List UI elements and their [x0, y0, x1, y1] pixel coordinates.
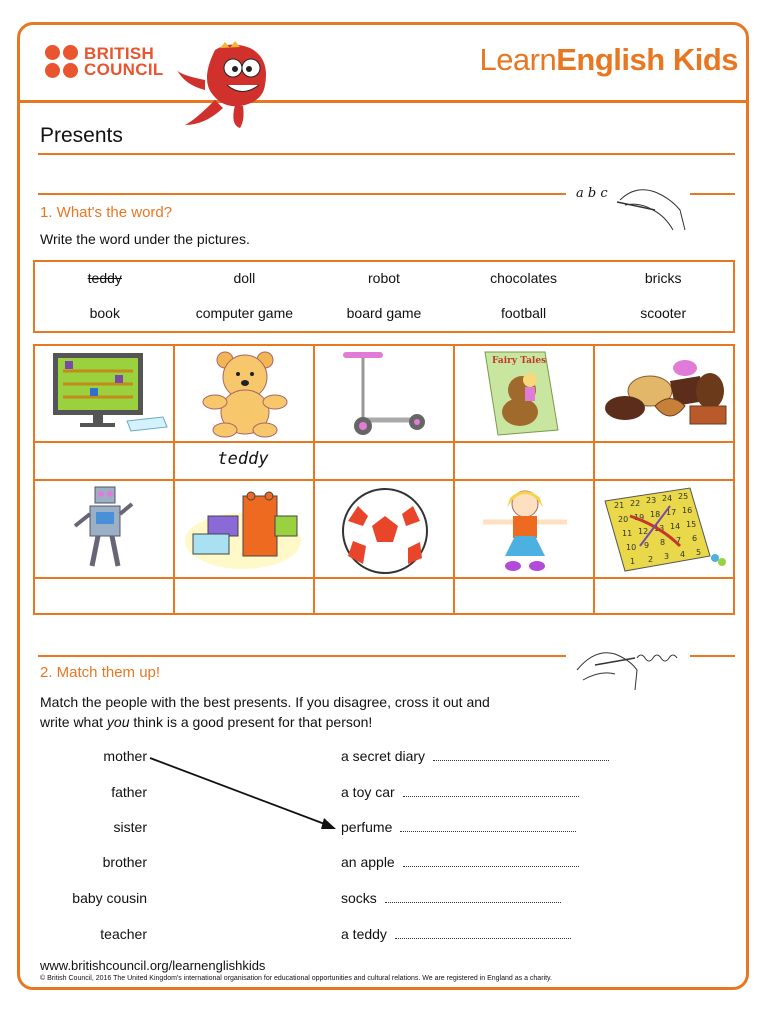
board-game-cell: 23 — [646, 496, 657, 505]
board-game-picture — [600, 486, 730, 574]
british-council-dots-icon — [45, 45, 78, 78]
answer-line[interactable] — [400, 830, 576, 832]
brand-english: English — [556, 42, 665, 77]
word-bank-word: computer game — [195, 305, 294, 321]
person-label: brother — [102, 854, 147, 870]
board-game-cell: 12 — [638, 527, 649, 536]
word-bank-word: football — [501, 305, 547, 321]
section1-instruction: Write the word under the pictures. — [40, 231, 250, 247]
abc-label: a b c — [576, 186, 608, 201]
board-game-cell: 22 — [630, 499, 641, 508]
present-item — [341, 854, 579, 870]
example-match-arrow — [146, 752, 346, 834]
instruction-line-2b: think is a good present for that person! — [129, 714, 373, 730]
person-label: baby cousin — [72, 890, 147, 906]
answer-line[interactable] — [403, 795, 579, 797]
answer-line[interactable] — [395, 937, 571, 939]
grid-line — [35, 441, 733, 443]
page-title: Presents — [40, 124, 123, 147]
learnenglish-kids-logo — [479, 42, 738, 78]
present-label: a toy car — [341, 784, 395, 800]
present-label: a secret diary — [341, 748, 426, 764]
writing-hand-icon — [575, 640, 695, 695]
word-bank-word: book — [89, 305, 120, 321]
instruction-line-1: Match the people with the best presents. If you disagree, cross it out and — [40, 694, 490, 710]
board-game-cell: 8 — [660, 538, 666, 547]
logo-line-1: BRITISH — [84, 43, 155, 63]
bricks-picture — [183, 486, 303, 574]
board-game-cell: 1 — [630, 557, 636, 566]
board-game-cell: 24 — [662, 494, 673, 503]
present-label: socks — [341, 890, 377, 906]
section1-heading: 1. What's the word? — [40, 204, 173, 221]
computer-game-picture — [45, 351, 170, 436]
footer-url[interactable]: www.britishcouncil.org/learnenglishkids — [40, 958, 266, 973]
word-bank — [33, 260, 735, 333]
scooter-picture — [335, 350, 435, 438]
word-bank-word: board game — [346, 305, 422, 321]
board-game-cell: 5 — [696, 548, 702, 557]
board-game-cell: 3 — [664, 552, 670, 561]
footer-copyright: © British Council, 2016 The United Kingdom's international organisation for educational opportunities and cultural relations. We are registered in England as a charity. — [40, 975, 552, 982]
person-label: sister — [113, 819, 147, 835]
present-label: perfume — [341, 819, 393, 835]
board-game-cell: 25 — [678, 492, 689, 501]
grid-line — [35, 479, 733, 481]
person-label: teacher — [100, 926, 147, 942]
board-game-cell: 13 — [654, 524, 665, 533]
board-game-cell: 20 — [618, 515, 629, 524]
football-picture — [338, 486, 433, 576]
board-game-cell: 19 — [634, 513, 645, 522]
board-game-cell: 7 — [676, 536, 682, 545]
present-item — [341, 926, 571, 942]
brand-kids: Kids — [664, 42, 738, 77]
board-game-cell: 15 — [686, 520, 697, 529]
person-label: father — [111, 784, 147, 800]
section2-heading: 2. Match them up! — [40, 664, 161, 681]
present-item — [341, 784, 579, 800]
board-game-cell: 4 — [680, 550, 686, 559]
instruction-line-2a: write what — [40, 714, 107, 730]
word-bank-word: teddy — [87, 270, 122, 286]
board-game-cell: 17 — [666, 508, 677, 517]
board-game-cell: 18 — [650, 510, 661, 519]
word-bank-word: doll — [233, 270, 256, 286]
board-game-cell: 16 — [682, 506, 693, 515]
brand-learn: Learn — [479, 42, 557, 77]
word-bank-word: bricks — [644, 270, 682, 286]
section2-instruction — [40, 692, 600, 732]
section2-rule-right — [690, 655, 735, 657]
chocolates-picture — [600, 356, 730, 436]
doll-picture — [475, 486, 575, 574]
teddy-picture — [195, 350, 295, 438]
answer-line[interactable] — [403, 865, 579, 867]
present-item — [341, 819, 576, 835]
grid-line — [35, 577, 733, 579]
section1-rule-right — [690, 193, 735, 195]
robot-picture — [70, 484, 140, 574]
book-picture — [480, 350, 570, 438]
board-game-cell: 14 — [670, 522, 681, 531]
board-game-cell: 21 — [614, 501, 625, 510]
word-bank-row-2 — [35, 305, 733, 321]
board-game-cell: 6 — [692, 534, 698, 543]
writing-hand-icon — [615, 180, 690, 235]
section2-rule — [38, 655, 566, 657]
logo-line-2: COUNCIL — [84, 59, 164, 79]
word-bank-row-1 — [35, 270, 733, 286]
picture-grid — [33, 344, 735, 615]
section1-rule — [38, 193, 566, 195]
present-item — [341, 890, 561, 906]
present-label: an apple — [341, 854, 395, 870]
title-underline — [38, 153, 735, 155]
board-game-cell: 10 — [626, 543, 637, 552]
present-item — [341, 748, 609, 764]
header-divider — [20, 100, 748, 103]
word-bank-word: scooter — [640, 305, 687, 321]
answer-line[interactable] — [385, 901, 561, 903]
answer-line[interactable] — [433, 759, 609, 761]
board-game-cell: 2 — [648, 555, 654, 564]
monster-mascot-icon — [175, 40, 280, 130]
board-game-cell: 9 — [644, 541, 650, 550]
board-game-cell: 11 — [622, 529, 633, 538]
book-title: Fairy Tales — [492, 356, 547, 366]
person-label: mother — [103, 748, 147, 764]
british-council-logo — [45, 45, 164, 78]
present-label: a teddy — [341, 926, 387, 942]
example-answer: teddy — [217, 449, 269, 469]
word-bank-word: chocolates — [490, 270, 558, 286]
word-bank-word: robot — [368, 270, 400, 286]
instruction-emphasis: you — [106, 714, 130, 730]
